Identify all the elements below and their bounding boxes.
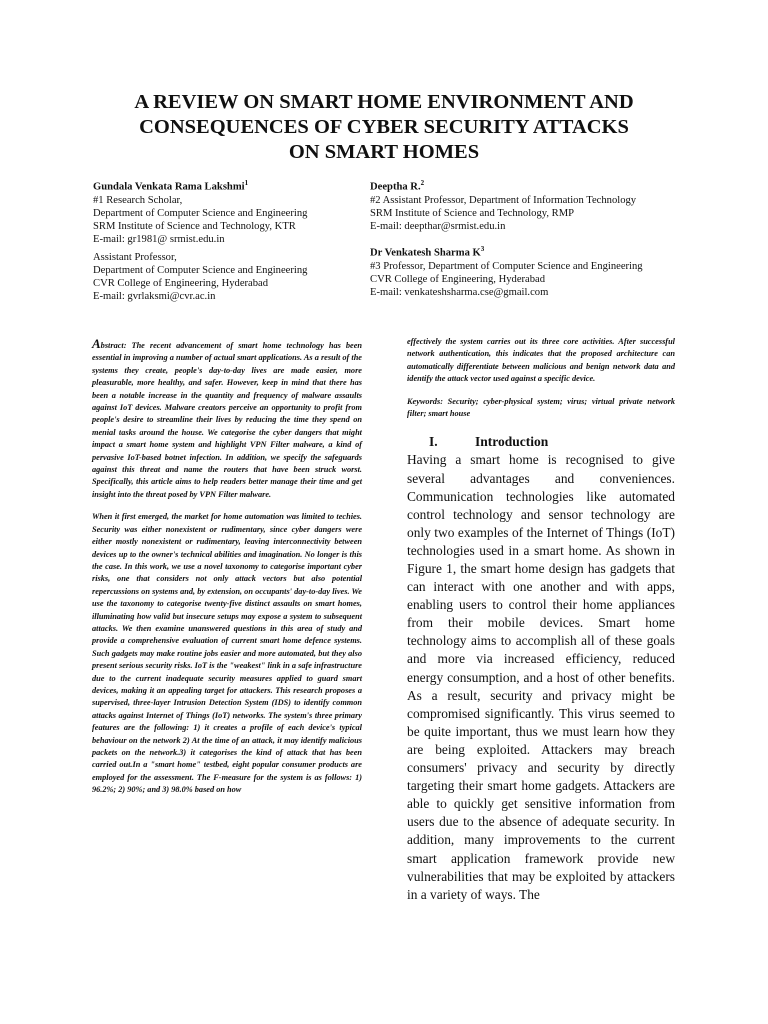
right-column bbox=[407, 336, 675, 904]
introduction-paragraph: Having a smart home is recognised to give several advantages and conveniences. Communication technologies like automated control technology and sensor technology are only two examples of the Internet of Things (IoT) technologies used in a smart home. As shown in Figure 1, the smart home design has gadgets that can interact with one another and with apps, enabling users to control their home appliances from their mobile devices. Smart home technology aims to accomplish all of these goals and more via increased efficiency, reduced energy consumption, and a host of other benefits. As a result, security and privacy might be compromised significantly. This virus seemed to be quite important, thus we must learn how they are being exploited. Attackers may breach consumers' privacy and security by directly targeting their smart home gadgets. Attackers are able to quickly get sensitive information from users due to the absence of adequate security. In addition, many improvements to the current smart application framework provide new vulnerabilities that may be exploited by attackers in a variety of ways. The bbox=[407, 452, 675, 902]
author-affiliation: SRM Institute of Science and Technology, RMP bbox=[370, 207, 575, 219]
author-email: E-mail: deepthar@srmist.edu.in bbox=[370, 220, 506, 232]
abstract-paragraph bbox=[92, 338, 362, 501]
paper-title bbox=[70, 90, 698, 165]
abstract-text: bstract: The recent advancement of smart home technology has been essential in improving a number of actual smart applications. As a result of the systems they create, people's day-to-day lives are made easier, more pleasurable, more healthy, and safer. However, keep in mind that there has been a notable increase in the quantity and frequency of malware assaults against IoT devices. Malware creators perceive an opportunity to profit from people's desire to streamline their lives by reducing the time they spend on menial tasks around the house. We categorise the cyber dangers that might impact a smart home system and highlight VPN Filter malware, a kind of pervasive IoT-based botnet infection. In addition, we specify the safeguards against this threat and name the routers that have been struck worst. Specifically, this article aims to help readers better manage their time and get insight into the threat posed by VPN Filter malware. bbox=[92, 341, 362, 499]
author-affiliation: Assistant Professor, bbox=[93, 251, 177, 263]
author-affiliation: CVR College of Engineering, Hyderabad bbox=[93, 277, 269, 289]
section-title: Introduction bbox=[475, 434, 549, 450]
abstract-column bbox=[92, 338, 362, 797]
author-name: Gundala Venkata Rama Lakshmi$^1$ bbox=[93, 179, 249, 193]
author-block-1 bbox=[93, 177, 363, 303]
author-email: E-mail: gvrlaksmi@cvr.ac.in bbox=[93, 290, 216, 302]
author-affiliation: CVR College of Engineering, Hyderabad bbox=[370, 273, 546, 285]
author-email: E-mail: gr1981@ srmist.edu.in bbox=[93, 233, 225, 245]
keywords: Keywords: Security; cyber-physical system; virus; virtual private network filter; smart house bbox=[407, 396, 675, 419]
section-number: I. bbox=[429, 434, 438, 450]
author-affiliation: #3 Professor, Department of Computer Science and Engineering bbox=[370, 260, 643, 272]
section-heading bbox=[407, 433, 675, 451]
author-affiliation: SRM Institute of Science and Technology, KTR bbox=[93, 220, 296, 232]
title-line: CONSEQUENCES OF CYBER SECURITY ATTACKS bbox=[139, 116, 629, 138]
author-name: Deeptha R.$^2$ bbox=[370, 179, 425, 193]
abstract-paragraph-2: When it first emerged, the market for home automation was limited to techies. Security was either nonexistent or rudimentary, since cyber dangers were either mostly nonexistent or rudimentary, leaving interconnectivity between devices up to the owner's technical abilities and imagination. No longer is this the case. In this work, we use a novel taxonomy to categorise important cyber risks, one that considers not only attack vectors but also potential repercussions on systems and, by extension, on occupants' day-to-day lives. We use the taxonomy to categorise twenty-five distinct assaults on smart homes, illuminating how valid but insecure setups may expose a system to subsequent attacks. We then examine unanswered questions in this area of study and provide a comprehensive evaluation of current smart home defence systems. Such gadgets may make routine jobs easier and more automated, but they also present serious security risks. IoT is the "weakest" link in a safe infrastructure due to the current inadequate security measures applied to guard smart devices, making it an appealing target for attackers. This research proposes a supervised, three-layer Intrusion Detection System (IDS) to identify common attacks against Internet of Things (IoT) networks. The system's three primary features are the following: 1) it creates a profile of each device's typical behaviour on the network 2) At the time of an attack, it may identify malicious packets on the network.3) it categorises the kind of attack that has been carried out.In a "smart home" testbed, eight popular consumer products are employed for the assessment. The F-measure for the system is as follows: 1) 96.2%; 2) 90%; and 3) 98.0% based on how bbox=[92, 512, 362, 795]
author-block-2 bbox=[370, 177, 700, 233]
author-affiliation: #2 Assistant Professor, Department of Information Technology bbox=[370, 194, 637, 206]
author-email: E-mail: venkateshsharma.cse@gmail.com bbox=[370, 286, 549, 298]
title-line: ON SMART HOMES bbox=[288, 141, 480, 163]
title-line: A REVIEW ON SMART HOME ENVIRONMENT AND bbox=[134, 91, 634, 113]
author-name: Dr Venkatesh Sharma $K^3$ bbox=[370, 245, 485, 259]
abstract-lead-letter: A bbox=[92, 336, 101, 351]
author-affiliation: #1 Research Scholar, bbox=[93, 194, 183, 206]
author-block-3 bbox=[370, 243, 700, 299]
author-affiliation: Department of Computer Science and Engineering bbox=[93, 207, 308, 219]
author-affiliation: Department of Computer Science and Engineering bbox=[93, 264, 308, 276]
abstract-continuation: effectively the system carries out its three core activities. After successful network authentication, this indicates that the proposed architecture can automatically differentiate between malicious and benign network data and identify the attack vector used against a specific device. bbox=[407, 337, 675, 384]
